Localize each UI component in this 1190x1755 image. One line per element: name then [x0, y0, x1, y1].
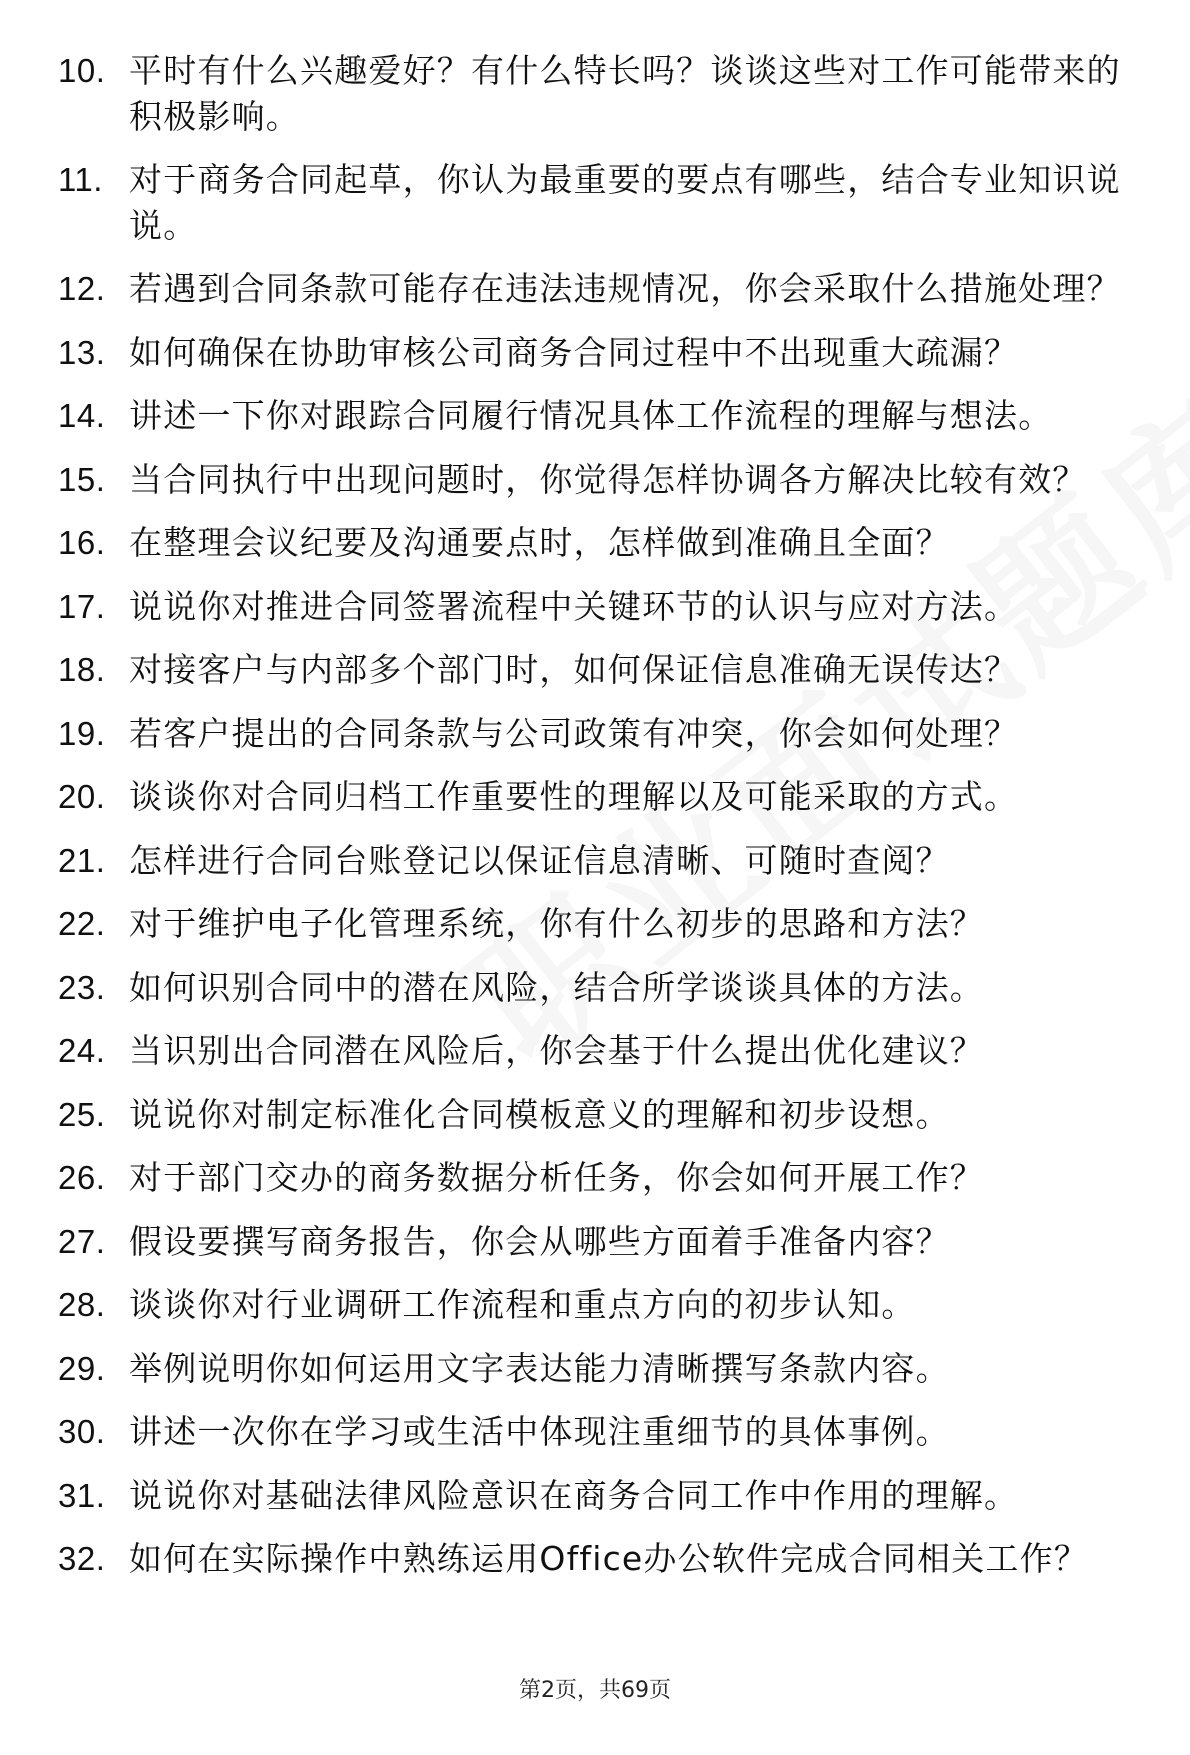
question-number: 24.: [58, 1032, 106, 1069]
page-footer: [0, 1673, 1190, 1704]
question-number: 20.: [58, 778, 106, 815]
question-text: 如何识别合同中的潜在风险，结合所学谈谈具体的方法。: [129, 967, 984, 1007]
question-text: 对于维护电子化管理系统，你有什么初步的思路和方法？: [129, 904, 984, 943]
question-text: 对于商务合同起草，你认为最重要的要点有哪些，结合专业知识说说。: [129, 160, 1121, 245]
question-text: 若遇到合同条款可能存在违法违规情况，你会采取什么措施处理？: [129, 269, 1121, 308]
question-item: [58, 393, 1148, 439]
question-text: 若客户提出的合同条款与公司政策有冲突，你会如何处理？: [129, 713, 1019, 753]
question-number: 17.: [58, 587, 106, 625]
question-text: 谈谈你对行业调研工作流程和重点方向的初步认知。: [129, 1285, 916, 1324]
question-number: 13.: [58, 333, 106, 371]
question-number: 11.: [58, 161, 103, 198]
question-item: [58, 1028, 1148, 1074]
question-number: 19.: [58, 714, 106, 752]
question-text: 举例说明你如何运用文字表达能力清晰撰写条款内容。: [129, 1348, 950, 1388]
question-number: 18.: [58, 651, 106, 688]
page-number-label: 第2页，共69页: [519, 1678, 671, 1703]
question-number: 23.: [58, 968, 106, 1006]
question-item: [58, 1219, 1148, 1265]
question-text: 说说你对基础法律风险意识在商务合同工作中作用的理解。: [129, 1475, 1019, 1515]
question-item: [58, 1155, 1148, 1201]
question-number: 32.: [58, 1540, 106, 1577]
question-number: 26.: [58, 1159, 106, 1196]
question-number: 25.: [58, 1095, 106, 1133]
question-number: 27.: [58, 1222, 106, 1260]
question-item: [58, 157, 1148, 248]
question-number: 28.: [58, 1286, 106, 1323]
question-item: [58, 1536, 1148, 1582]
question-text: 如何在实际操作中熟练运用Office办公软件完成合同相关工作？: [129, 1539, 1089, 1578]
question-item: [58, 1282, 1148, 1328]
question-number: 16.: [58, 524, 106, 561]
question-item: [58, 457, 1148, 503]
question-text: 讲述一下你对跟踪合同履行情况具体工作流程的理解与想法。: [129, 396, 1053, 435]
question-text: 如何确保在协助审核公司商务合同过程中不出现重大疏漏？: [129, 332, 1019, 372]
question-text: 假设要撰写商务报告，你会从哪些方面着手准备内容？: [129, 1221, 950, 1261]
question-text: 在整理会议纪要及沟通要点时，怎样做到准确且全面？: [129, 523, 950, 562]
question-number: 12.: [58, 270, 106, 307]
question-text: 讲述一次你在学习或生活中体现注重细节的具体事例。: [129, 1412, 950, 1451]
question-item: [58, 774, 1148, 820]
question-item: [58, 711, 1148, 757]
question-item: [58, 838, 1148, 884]
question-item: [58, 647, 1148, 693]
question-item: [58, 1409, 1148, 1455]
question-text: 当合同执行中出现问题时，你觉得怎样协调各方解决比较有效？: [129, 459, 1087, 499]
question-number: 10.: [58, 52, 106, 89]
question-item: [58, 48, 1148, 139]
question-text: 说说你对制定标准化合同模板意义的理解和初步设想。: [129, 1094, 950, 1134]
question-text: 平时有什么兴趣爱好？有什么特长吗？谈谈这些对工作可能带来的积极影响。: [129, 51, 1121, 136]
question-number: 29.: [58, 1349, 106, 1387]
question-text: 怎样进行合同台账登记以保证信息清晰、可随时查阅？: [129, 840, 950, 880]
question-number: 31.: [58, 1476, 106, 1514]
question-item: [58, 1092, 1148, 1138]
question-item: [58, 1473, 1148, 1519]
question-item: [58, 330, 1148, 376]
question-item: [58, 266, 1148, 312]
question-item: [58, 901, 1148, 947]
question-text: 当识别出合同潜在风险后，你会基于什么提出优化建议？: [129, 1031, 984, 1070]
question-text: 谈谈你对合同归档工作重要性的理解以及可能采取的方式。: [129, 777, 1019, 816]
question-text: 对接客户与内部多个部门时，如何保证信息准确无误传达？: [129, 650, 1019, 689]
question-text: 对于部门交办的商务数据分析任务，你会如何开展工作？: [129, 1158, 984, 1197]
question-item: [58, 584, 1148, 630]
question-number: 15.: [58, 460, 106, 498]
question-number: 14.: [58, 397, 106, 434]
question-item: [58, 1346, 1148, 1392]
question-number: 30.: [58, 1413, 106, 1450]
question-list: [58, 48, 1148, 1600]
question-number: 22.: [58, 905, 106, 942]
question-item: [58, 965, 1148, 1011]
question-number: 21.: [58, 841, 106, 879]
question-text: 说说你对推进合同签署流程中关键环节的认识与应对方法。: [129, 586, 1019, 626]
question-item: [58, 520, 1148, 566]
